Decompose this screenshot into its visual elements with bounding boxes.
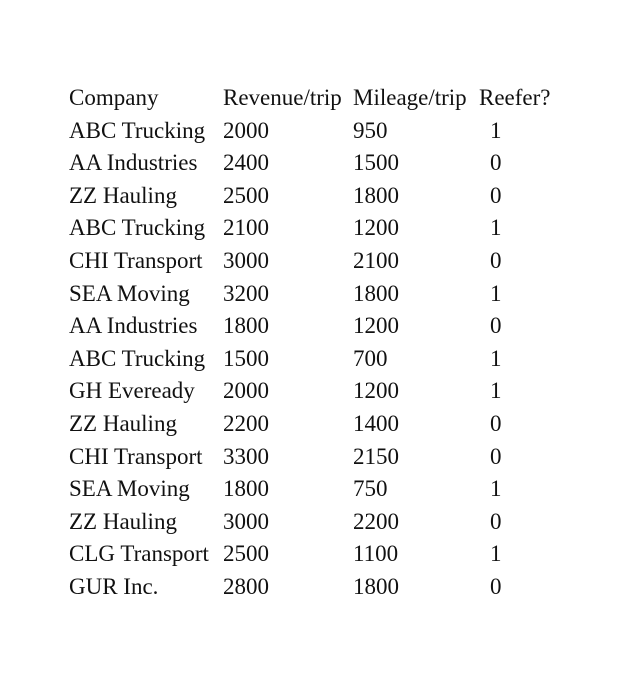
company-cell: ZZ Hauling	[69, 182, 177, 208]
table-row	[69, 375, 570, 408]
header-reefer: Reefer?	[479, 85, 551, 110]
company-cell: ABC Trucking	[69, 117, 206, 143]
data-table	[69, 82, 570, 604]
company-cell: GUR Inc.	[69, 573, 159, 599]
table-row	[69, 212, 570, 245]
reefer-cell: 0	[490, 182, 502, 208]
reefer-cell: 0	[490, 313, 502, 339]
reefer-cell: 1	[490, 280, 502, 306]
revenue-cell: 2800	[223, 573, 269, 599]
mileage-cell: 1500	[353, 150, 399, 176]
mileage-cell: 1800	[353, 280, 399, 306]
revenue-cell: 3200	[223, 280, 269, 306]
revenue-cell: 2000	[223, 378, 269, 404]
mileage-cell: 1200	[353, 378, 399, 404]
revenue-cell: 2100	[223, 215, 269, 241]
reefer-cell: 1	[490, 378, 502, 404]
header-company: Company	[69, 85, 159, 110]
mileage-cell: 2150	[353, 443, 399, 469]
company-cell: AA Industries	[69, 313, 198, 339]
company-cell: ABC Trucking	[69, 345, 206, 371]
company-cell: GH Eveready	[69, 378, 195, 404]
mileage-cell: 2100	[353, 247, 399, 273]
revenue-cell: 3300	[223, 443, 269, 469]
company-cell: ABC Trucking	[69, 215, 206, 241]
reefer-cell: 0	[490, 573, 502, 599]
revenue-cell: 1500	[223, 345, 269, 371]
table-header	[69, 82, 570, 115]
table-row	[69, 441, 570, 474]
mileage-cell: 2200	[353, 508, 399, 534]
reefer-cell: 1	[490, 345, 502, 371]
mileage-cell: 1800	[353, 182, 399, 208]
revenue-cell: 1800	[223, 313, 269, 339]
mileage-cell: 1200	[353, 215, 399, 241]
table-row	[69, 538, 570, 571]
reefer-cell: 0	[490, 508, 502, 534]
table-row	[69, 506, 570, 539]
table-row	[69, 180, 570, 213]
mileage-cell: 1200	[353, 313, 399, 339]
reefer-cell: 1	[490, 215, 502, 241]
table-body	[69, 115, 570, 604]
company-cell: AA Industries	[69, 150, 198, 176]
table-row	[69, 147, 570, 180]
revenue-cell: 2400	[223, 150, 269, 176]
company-cell: SEA Moving	[69, 476, 190, 502]
table-row	[69, 278, 570, 311]
company-cell: SEA Moving	[69, 280, 190, 306]
mileage-cell: 1100	[353, 541, 399, 567]
reefer-cell: 0	[490, 150, 502, 176]
table-row	[69, 571, 570, 604]
table-row	[69, 408, 570, 441]
reefer-cell: 1	[490, 476, 502, 502]
reefer-cell: 0	[490, 247, 502, 273]
company-cell: CHI Transport	[69, 247, 203, 273]
reefer-cell: 0	[490, 410, 502, 436]
table-row	[69, 245, 570, 278]
mileage-cell: 1800	[353, 573, 399, 599]
header-row	[69, 82, 570, 115]
revenue-cell: 2200	[223, 410, 269, 436]
table-row	[69, 115, 570, 148]
revenue-cell: 3000	[223, 247, 269, 273]
reefer-cell: 1	[490, 117, 502, 143]
header-revenue-per-trip: Revenue/trip	[223, 85, 342, 110]
table-row	[69, 310, 570, 343]
revenue-cell: 3000	[223, 508, 269, 534]
mileage-cell: 1400	[353, 410, 399, 436]
revenue-cell: 2000	[223, 117, 269, 143]
company-cell: CLG Transport	[69, 541, 209, 567]
reefer-cell: 0	[490, 443, 502, 469]
mileage-cell: 750	[353, 476, 388, 502]
company-cell: ZZ Hauling	[69, 508, 177, 534]
header-mileage-per-trip: Mileage/trip	[353, 85, 467, 110]
reefer-cell: 1	[490, 541, 502, 567]
mileage-cell: 700	[353, 345, 388, 371]
revenue-cell: 2500	[223, 541, 269, 567]
mileage-cell: 950	[353, 117, 388, 143]
table-row	[69, 343, 570, 376]
table-row	[69, 473, 570, 506]
revenue-cell: 2500	[223, 182, 269, 208]
company-cell: CHI Transport	[69, 443, 203, 469]
revenue-cell: 1800	[223, 476, 269, 502]
company-cell: ZZ Hauling	[69, 410, 177, 436]
